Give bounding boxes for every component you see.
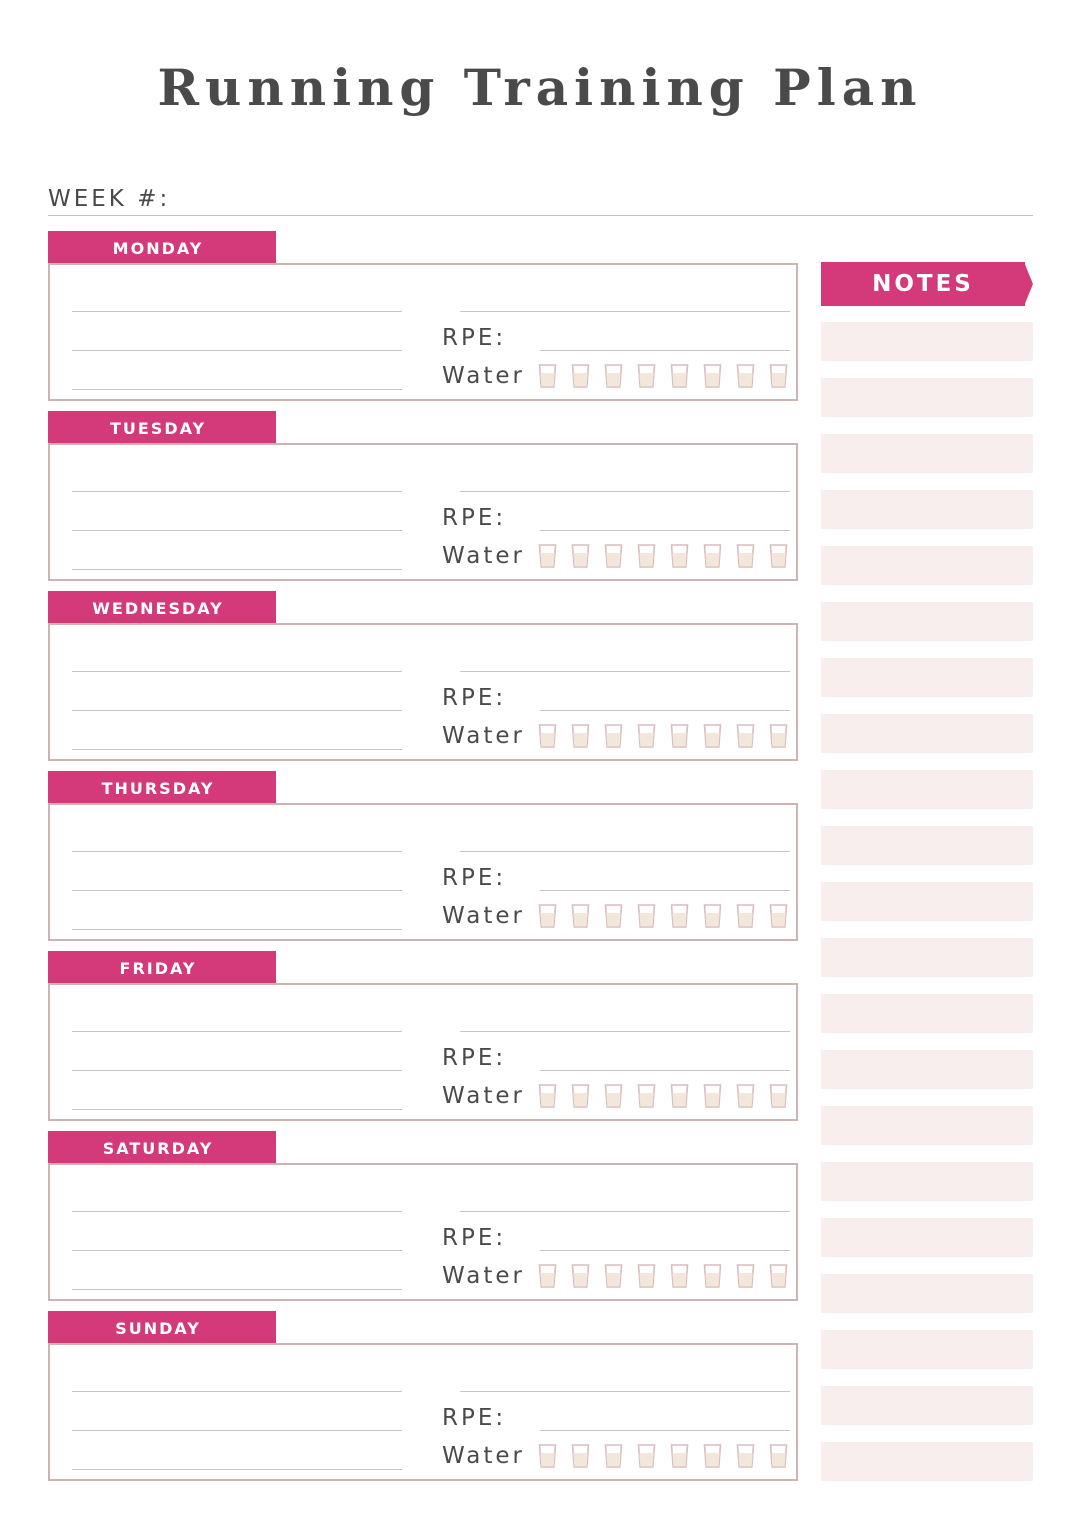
workout-line[interactable] (72, 1031, 402, 1032)
water-label: Water (442, 363, 525, 389)
day-entry-box (48, 983, 798, 1121)
water-tracker (538, 1443, 788, 1469)
day-tab-point (272, 411, 276, 445)
day-entry-box (48, 443, 798, 581)
day-entry-box (48, 1163, 798, 1301)
water-glass-icon[interactable] (769, 363, 788, 389)
detail-line[interactable] (460, 671, 790, 672)
workout-line[interactable] (72, 1109, 402, 1110)
rpe-label: RPE: (442, 685, 507, 711)
notes-line[interactable] (821, 714, 1033, 753)
workout-line[interactable] (72, 1211, 402, 1212)
day-entry-box (48, 263, 798, 401)
water-glass-icon[interactable] (571, 903, 590, 929)
water-glass-icon[interactable] (538, 723, 557, 749)
water-glass-icon[interactable] (571, 1443, 590, 1469)
notes-line[interactable] (821, 1106, 1033, 1145)
water-label: Water (442, 543, 525, 569)
day-block-tuesday (48, 411, 798, 583)
rpe-label: RPE: (442, 325, 507, 351)
water-glass-icon[interactable] (670, 543, 689, 569)
day-label: SATURDAY (48, 1131, 276, 1165)
water-tracker (538, 363, 788, 389)
water-glass-icon[interactable] (604, 1263, 623, 1289)
water-glass-icon[interactable] (736, 903, 755, 929)
water-glass-icon[interactable] (769, 1083, 788, 1109)
water-glass-icon[interactable] (670, 1443, 689, 1469)
notes-line[interactable] (821, 378, 1033, 417)
water-glass-icon[interactable] (637, 1083, 656, 1109)
workout-line[interactable] (72, 389, 402, 390)
workout-line[interactable] (72, 1070, 402, 1071)
water-glass-icon[interactable] (538, 543, 557, 569)
water-label: Water (442, 1263, 525, 1289)
day-entry-box (48, 1343, 798, 1481)
workout-line[interactable] (72, 671, 402, 672)
notes-line[interactable] (821, 938, 1033, 977)
workout-line[interactable] (72, 1469, 402, 1470)
day-tab-point (272, 1311, 276, 1345)
rpe-line[interactable] (540, 710, 790, 711)
water-glass-icon[interactable] (670, 1263, 689, 1289)
water-glass-icon[interactable] (703, 363, 722, 389)
rpe-label: RPE: (442, 1045, 507, 1071)
water-glass-icon[interactable] (538, 1263, 557, 1289)
notes-line[interactable] (821, 322, 1033, 361)
water-glass-icon[interactable] (571, 1083, 590, 1109)
week-label: WEEK #: (48, 186, 171, 212)
water-glass-icon[interactable] (571, 363, 590, 389)
notes-line[interactable] (821, 882, 1033, 921)
day-tab-point (272, 591, 276, 625)
water-glass-icon[interactable] (703, 1443, 722, 1469)
notes-line[interactable] (821, 1050, 1033, 1089)
page-title: Running Training Plan (157, 58, 923, 117)
water-tracker (538, 903, 788, 929)
water-glass-icon[interactable] (604, 1443, 623, 1469)
day-tab-point (272, 1131, 276, 1165)
water-glass-icon[interactable] (670, 903, 689, 929)
water-label: Water (442, 1083, 525, 1109)
water-glass-icon[interactable] (769, 1443, 788, 1469)
water-label: Water (442, 723, 525, 749)
day-block-monday (48, 231, 798, 403)
rpe-label: RPE: (442, 1225, 507, 1251)
water-glass-icon[interactable] (604, 723, 623, 749)
notes-line[interactable] (821, 1386, 1033, 1425)
water-glass-icon[interactable] (637, 1263, 656, 1289)
water-glass-icon[interactable] (538, 1443, 557, 1469)
day-label: WEDNESDAY (48, 591, 276, 625)
day-tab-point (272, 231, 276, 265)
detail-line[interactable] (460, 491, 790, 492)
water-glass-icon[interactable] (736, 543, 755, 569)
water-glass-icon[interactable] (637, 903, 656, 929)
water-glass-icon[interactable] (571, 543, 590, 569)
water-glass-icon[interactable] (604, 363, 623, 389)
notes-line[interactable] (821, 1274, 1033, 1313)
water-glass-icon[interactable] (670, 363, 689, 389)
detail-line[interactable] (460, 1031, 790, 1032)
workout-line[interactable] (72, 1391, 402, 1392)
notes-header: NOTES (821, 262, 1025, 306)
water-glass-icon[interactable] (769, 903, 788, 929)
day-label: TUESDAY (48, 411, 276, 445)
workout-line[interactable] (72, 1250, 402, 1251)
water-glass-icon[interactable] (637, 1443, 656, 1469)
workout-line[interactable] (72, 491, 402, 492)
water-glass-icon[interactable] (604, 543, 623, 569)
rpe-line[interactable] (540, 1070, 790, 1071)
water-label: Water (442, 1443, 525, 1469)
day-tab-point (272, 771, 276, 805)
rpe-label: RPE: (442, 865, 507, 891)
water-glass-icon[interactable] (637, 363, 656, 389)
water-glass-icon[interactable] (703, 1263, 722, 1289)
rpe-label: RPE: (442, 505, 507, 531)
water-glass-icon[interactable] (703, 903, 722, 929)
workout-line[interactable] (72, 569, 402, 570)
water-glass-icon[interactable] (670, 723, 689, 749)
notes-line[interactable] (821, 546, 1033, 585)
day-label: MONDAY (48, 231, 276, 265)
water-glass-icon[interactable] (769, 723, 788, 749)
notes-line[interactable] (821, 826, 1033, 865)
water-glass-icon[interactable] (736, 1263, 755, 1289)
water-glass-icon[interactable] (538, 1083, 557, 1109)
water-glass-icon[interactable] (604, 1083, 623, 1109)
week-number-field[interactable] (48, 186, 1033, 216)
notes-line[interactable] (821, 434, 1033, 473)
detail-line[interactable] (460, 311, 790, 312)
water-glass-icon[interactable] (637, 723, 656, 749)
water-tracker (538, 1263, 788, 1289)
rpe-line[interactable] (540, 1430, 790, 1431)
water-glass-icon[interactable] (538, 363, 557, 389)
rpe-line[interactable] (540, 1250, 790, 1251)
water-glass-icon[interactable] (703, 1083, 722, 1109)
day-block-thursday (48, 771, 798, 943)
notes-line[interactable] (821, 1330, 1033, 1369)
water-glass-icon[interactable] (736, 1443, 755, 1469)
notes-line[interactable] (821, 602, 1033, 641)
day-label: THURSDAY (48, 771, 276, 805)
water-glass-icon[interactable] (736, 1083, 755, 1109)
rpe-label: RPE: (442, 1405, 507, 1431)
notes-line[interactable] (821, 994, 1033, 1033)
workout-line[interactable] (72, 1289, 402, 1290)
water-glass-icon[interactable] (637, 543, 656, 569)
workout-line[interactable] (72, 929, 402, 930)
water-glass-icon[interactable] (670, 1083, 689, 1109)
workout-line[interactable] (72, 749, 402, 750)
day-entry-box (48, 623, 798, 761)
day-entry-box (48, 803, 798, 941)
day-block-friday (48, 951, 798, 1123)
day-block-saturday (48, 1131, 798, 1303)
workout-line[interactable] (72, 350, 402, 351)
notes-line[interactable] (821, 770, 1033, 809)
notes-line[interactable] (821, 658, 1033, 697)
notes-line[interactable] (821, 1218, 1033, 1257)
workout-line[interactable] (72, 710, 402, 711)
water-glass-icon[interactable] (703, 723, 722, 749)
water-glass-icon[interactable] (769, 543, 788, 569)
day-block-wednesday (48, 591, 798, 763)
detail-line[interactable] (460, 851, 790, 852)
day-label: FRIDAY (48, 951, 276, 985)
workout-line[interactable] (72, 890, 402, 891)
workout-line[interactable] (72, 851, 402, 852)
water-label: Water (442, 903, 525, 929)
water-glass-icon[interactable] (703, 543, 722, 569)
water-glass-icon[interactable] (769, 1263, 788, 1289)
water-glass-icon[interactable] (538, 903, 557, 929)
rpe-line[interactable] (540, 890, 790, 891)
water-tracker (538, 723, 788, 749)
rpe-line[interactable] (540, 350, 790, 351)
notes-header-point (1024, 262, 1033, 306)
day-label: SUNDAY (48, 1311, 276, 1345)
day-tab-point (272, 951, 276, 985)
water-glass-icon[interactable] (604, 903, 623, 929)
notes-line[interactable] (821, 1162, 1033, 1201)
workout-line[interactable] (72, 1430, 402, 1431)
water-tracker (538, 1083, 788, 1109)
notes-line[interactable] (821, 1442, 1033, 1481)
workout-line[interactable] (72, 311, 402, 312)
water-tracker (538, 543, 788, 569)
rpe-line[interactable] (540, 530, 790, 531)
water-glass-icon[interactable] (571, 723, 590, 749)
water-glass-icon[interactable] (736, 723, 755, 749)
detail-line[interactable] (460, 1211, 790, 1212)
workout-line[interactable] (72, 530, 402, 531)
water-glass-icon[interactable] (571, 1263, 590, 1289)
detail-line[interactable] (460, 1391, 790, 1392)
day-block-sunday (48, 1311, 798, 1483)
notes-line[interactable] (821, 490, 1033, 529)
water-glass-icon[interactable] (736, 363, 755, 389)
